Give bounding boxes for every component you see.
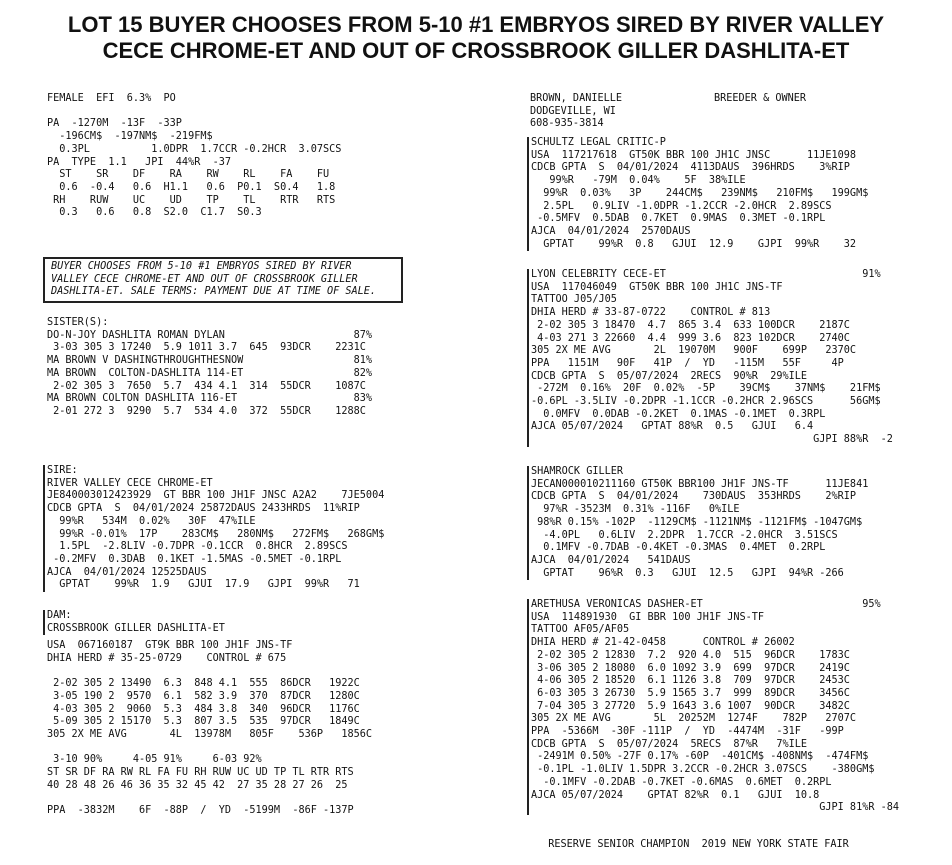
dam-line: 40 28 48 26 46 36 35 32 45 42 27 35 28 27 26 25 bbox=[47, 779, 348, 791]
dam-of-dam-line: AJCA 05/07/2024 GPTAT 82%R 0.1 GJUI 10.8 bbox=[531, 789, 820, 801]
dam-of-dam-line: 7-04 305 3 27720 5.9 1643 3.6 1007 90DCR 3482C bbox=[531, 700, 850, 712]
sire-of-sire-line: USA 117217618 GT50K BBR 100 JH1C JNSC 11JE1098 bbox=[531, 149, 857, 161]
sire-of-dam-line: CDCB GPTA S 04/01/2024 730DAUS 353HRDS 2%RIP bbox=[531, 491, 857, 503]
sisters-line: MA BROWN COLTON DASHLITA 116-ET 83% bbox=[47, 393, 373, 405]
notice-line: BUYER CHOOSES FROM 5-10 #1 EMBRYOS SIRED BY RIVER bbox=[51, 261, 352, 272]
dam-of-sire-line: -272M 0.16% 20F 0.02% -5P 39CM$ 37NM$ 21FM$ bbox=[531, 383, 881, 395]
sire-of-dam-line: AJCA 04/01/2024 541DAUS bbox=[531, 554, 691, 566]
dam-head-line: CROSSBROOK GILLER DASHLITA-ET bbox=[47, 622, 225, 634]
sire-of-dam-line: SHAMROCK GILLER bbox=[531, 466, 624, 477]
sire-of-sire-line: CDCB GPTA S 04/01/2024 4113DAUS 396HRDS 3%RIP bbox=[531, 162, 850, 174]
dam-of-sire-line: 2-02 305 3 18470 4.7 865 3.4 633 100DCR 2187C bbox=[531, 319, 850, 331]
female-info-line: ST SR DF RA RW RL FA FU bbox=[47, 169, 330, 181]
sire-of-sire-line: 99%R 0.03% 3P 244CM$ 239NM$ 210FM$ 199GM$ bbox=[531, 187, 869, 199]
dam-of-sire-line: -0.6PL -3.5LIV -0.2DPR -1.1CCR -0.2HCR 2.96SCS 56GM$ bbox=[531, 396, 881, 408]
dam-line bbox=[47, 792, 372, 805]
dam-line: 3-05 190 2 9570 6.1 582 3.9 370 87DCR 1280C bbox=[47, 690, 360, 702]
dam-of-sire-line: 4-03 271 3 22660 4.4 999 3.6 823 102DCR 2740C bbox=[531, 332, 850, 344]
dam-of-dam-line: -0.1MFV -0.2DAB -0.7KET -0.6MAS 0.6MET 0.2RPL bbox=[531, 776, 832, 788]
dam-of-sire-line: AJCA 05/07/2024 GPTAT 88%R 0.5 GJUI 6.4 bbox=[531, 421, 814, 433]
dam-of-dam-line: -0.1PL -1.0LIV 1.5DPR 3.2CCR -0.2HCR 3.07SCS -380GM$ bbox=[531, 764, 875, 776]
dam-block bbox=[47, 640, 372, 818]
owner-line: DODGEVILLE, WI bbox=[530, 105, 616, 117]
sisters-line: MA BROWN V DASHINGTHROUGHTHESNOW 81% bbox=[47, 355, 373, 367]
sire-of-sire-line: AJCA 04/01/2024 2570DAUS bbox=[531, 225, 691, 237]
sisters-line: 3-03 305 3 17240 5.9 1011 3.7 645 93DCR 2231C bbox=[47, 342, 366, 354]
sire-line: -0.2MFV 0.3DAB 0.1KET -1.5MAS -0.5MET -0.1RPL bbox=[47, 553, 342, 565]
dam-of-dam-line: 4-06 305 2 18520 6.1 1126 3.8 709 97DCR 2453C bbox=[531, 675, 850, 687]
female-info-line bbox=[47, 106, 341, 119]
dam-of-dam-line: 3-06 305 2 18080 6.0 1092 3.9 699 97DCR 2419C bbox=[531, 662, 850, 674]
female-info-line: 0.3 0.6 0.8 S2.0 C1.7 S0.3 bbox=[47, 207, 262, 219]
sire-line: RIVER VALLEY CECE CHROME-ET bbox=[47, 477, 213, 489]
sire-of-sire-line: 2.5PL 0.9LIV -1.0DPR -1.2CCR -2.0HCR 2.89SCS bbox=[531, 200, 832, 212]
dam-of-sire-line: PPA 1151M 90F 41P / YD -115M 55F 4P bbox=[531, 357, 844, 369]
dam-line bbox=[47, 742, 372, 755]
sire-of-sire-block bbox=[527, 137, 868, 251]
dam-line: PPA -3832M 6F -88P / YD -5199M -86F -137P bbox=[47, 805, 354, 817]
dam-line: 5-09 305 2 15170 5.3 807 3.5 535 97DCR 1849C bbox=[47, 716, 360, 728]
sire-of-dam-line: 97%R -3523M 0.31% -116F 0%ILE bbox=[531, 504, 740, 516]
lot-title-line-1: LOT 15 BUYER CHOOSES FROM 5-10 #1 EMBRYOS SIRED BY RIVER VALLEY bbox=[67, 12, 885, 37]
sire-line: GPTAT 99%R 1.9 GJUI 17.9 GJPI 99%R 71 bbox=[47, 579, 360, 591]
lot-title bbox=[0, 12, 952, 64]
dam-of-dam-line: 2-02 305 2 12830 7.2 920 4.0 515 96DCR 1783C bbox=[531, 649, 850, 661]
female-info-line: PA -1270M -13F -33P bbox=[47, 118, 182, 130]
sire-line: AJCA 04/01/2024 12525DAUS bbox=[47, 566, 207, 578]
sire-of-dam-line: 0.1MFV -0.7DAB -0.4KET -0.3MAS 0.4MET 0.2RPL bbox=[531, 542, 826, 554]
award-line-cut bbox=[536, 816, 896, 851]
dam-line: 305 2X ME AVG 4L 13978M 805F 536P 1856C bbox=[47, 728, 373, 740]
female-info-line: -196CM$ -197NM$ -219FM$ bbox=[47, 131, 213, 143]
dam-line: USA 067160187 GT9K BBR 100 JH1F JNS-TF bbox=[47, 640, 293, 651]
sire-of-dam-line: GPTAT 96%R 0.3 GJUI 12.5 GJPI 94%R -266 bbox=[531, 567, 844, 579]
owner-line: BROWN, DANIELLE BREEDER & OWNER bbox=[530, 93, 807, 104]
notice-line: DASHLITA-ET. SALE TERMS: PAYMENT DUE AT TIME OF SALE. bbox=[51, 286, 377, 298]
dam-of-sire-line: 305 2X ME AVG 2L 19070M 900F 699P 2370C bbox=[531, 345, 857, 357]
dam-of-dam-line: -2491M 0.50% -27F 0.17% -60P -401CM$ -408NM$ -474FM$ bbox=[531, 751, 869, 763]
dam-of-sire-line: USA 117046049 GT50K BBR 100 JH1C JNS-TF bbox=[531, 281, 783, 293]
dam-line: DHIA HERD # 35-25-0729 CONTROL # 675 bbox=[47, 652, 287, 664]
female-info-line: 0.6 -0.4 0.6 H1.1 0.6 P0.1 S0.4 1.8 bbox=[47, 181, 336, 193]
dam-of-sire-line: GJPI 88%R -2 bbox=[531, 434, 893, 446]
sisters-line: SISTER(S): bbox=[47, 317, 109, 328]
sisters-line: 2-02 305 3 7650 5.7 434 4.1 314 55DCR 1087C bbox=[47, 380, 366, 392]
female-info-line: 0.3PL 1.0DPR 1.7CCR -0.2HCR 3.07SCS bbox=[47, 143, 342, 155]
sisters-line: 2-01 272 3 9290 5.7 534 4.0 372 55DCR 1288C bbox=[47, 405, 366, 417]
dam-of-dam-line: USA 114891930 GI BBR 100 JH1F JNS-TF bbox=[531, 611, 765, 623]
female-info-line: FEMALE EFI 6.3% PO bbox=[47, 93, 176, 104]
dam-of-sire-block bbox=[527, 269, 893, 447]
sire-block bbox=[43, 465, 384, 592]
sire-line: JE840003012423929 GT BBR 100 JH1F JNSC A2A2 7JE5004 bbox=[47, 490, 385, 502]
dam-head-line: DAM: bbox=[47, 610, 72, 621]
sire-line: SIRE: bbox=[47, 465, 78, 476]
award-line: RESERVE SENIOR CHAMPION 2019 NEW YORK STATE FAIR bbox=[536, 839, 849, 851]
dam-line: 2-02 305 2 13490 6.3 848 4.1 555 86DCR 1922C bbox=[47, 678, 360, 690]
dam-of-sire-line: DHIA HERD # 33-87-0722 CONTROL # 813 bbox=[531, 307, 771, 319]
sisters-line: DO-N-JOY DASHLITA ROMAN DYLAN 87% bbox=[47, 329, 373, 341]
sire-of-dam-line: -4.0PL 0.6LIV 2.2DPR 1.7CCR -2.0HCR 3.51SCS bbox=[531, 529, 838, 541]
dam-of-sire-line: CDCB GPTA S 05/07/2024 2RECS 90%R 29%ILE bbox=[531, 370, 808, 382]
female-info-line: PA TYPE 1.1 JPI 44%R -37 bbox=[47, 156, 232, 168]
dam-line: 3-10 90% 4-05 91% 6-03 92% bbox=[47, 754, 262, 766]
dam-of-dam-line: 305 2X ME AVG 5L 20252M 1274F 782P 2707C bbox=[531, 713, 857, 725]
dam-line: 4-03 305 2 9060 5.3 484 3.8 340 96DCR 1176C bbox=[47, 703, 360, 715]
dam-header-block bbox=[43, 610, 225, 635]
sire-line: 99%R -0.01% 17P 283CM$ 280NM$ 272FM$ 268GM$ bbox=[47, 528, 385, 540]
sire-of-sire-line: -0.5MFV 0.5DAB 0.7KET 0.9MAS 0.3MET -0.1RPL bbox=[531, 213, 826, 225]
sire-of-sire-line: 99%R -79M 0.04% 5F 38%ILE bbox=[531, 175, 746, 187]
dam-of-dam-line: TATTOO AF05/AF05 bbox=[531, 624, 630, 636]
sire-of-dam-line: 98%R 0.15% -102P -1129CM$ -1121NM$ -1121FM$ -1047GM$ bbox=[531, 516, 863, 528]
dam-of-dam-line: GJPI 81%R -84 bbox=[531, 802, 900, 814]
dam-of-dam-line: CDCB GPTA S 05/07/2024 5RECS 87%R 7%ILE bbox=[531, 738, 808, 750]
dam-line bbox=[47, 665, 372, 678]
sisters-line: MA BROWN COLTON-DASHLITA 114-ET 82% bbox=[47, 367, 373, 379]
sisters-block bbox=[47, 317, 372, 419]
sire-of-sire-line: SCHULTZ LEGAL CRITIC-P bbox=[531, 137, 666, 148]
sale-notice-box bbox=[43, 257, 403, 303]
female-info-block bbox=[47, 93, 341, 220]
dam-of-sire-line: 0.0MFV 0.0DAB -0.2KET 0.1MAS -0.1MET 0.3RPL bbox=[531, 408, 826, 420]
notice-line: VALLEY CECE CHROME-ET AND OUT OF CROSSBROOK GILLER bbox=[51, 273, 358, 285]
sire-of-sire-line: GPTAT 99%R 0.8 GJUI 12.9 GJPI 99%R 32 bbox=[531, 238, 857, 250]
sire-line: 1.5PL -2.8LIV -0.7DPR -0.1CCR 0.8HCR 2.89SCS bbox=[47, 541, 348, 553]
owner-block bbox=[530, 93, 806, 131]
dam-of-sire-line: LYON CELEBRITY CECE-ET 91% bbox=[531, 269, 881, 280]
owner-line: 608-935-3814 bbox=[530, 118, 604, 130]
dam-of-sire-line: TATTOO J05/J05 bbox=[531, 294, 617, 306]
sire-line: 99%R 534M 0.02% 30F 47%ILE bbox=[47, 515, 256, 527]
sire-of-dam-line: JECAN000010211160 GT50K BBR100 JH1F JNS-TF 11JE841 bbox=[531, 478, 869, 490]
dam-of-dam-block bbox=[527, 599, 899, 815]
dam-of-dam-line: DHIA HERD # 21-42-0458 CONTROL # 26002 bbox=[531, 637, 795, 649]
sire-line: CDCB GPTA S 04/01/2024 25872DAUS 2433HRDS 11%RIP bbox=[47, 503, 360, 515]
dam-of-dam-line: ARETHUSA VERONICAS DASHER-ET 95% bbox=[531, 599, 881, 610]
dam-of-dam-line: 6-03 305 3 26730 5.9 1565 3.7 999 89DCR 3456C bbox=[531, 687, 850, 699]
sire-of-dam-block bbox=[527, 466, 868, 580]
female-info-line: RH RUW UC UD TP TL RTR RTS bbox=[47, 194, 336, 206]
dam-line: ST SR DF RA RW RL FA FU RH RUW UC UD TP TL RTR RTS bbox=[47, 767, 354, 778]
dam-of-dam-line: PPA -5366M -30F -111P / YD -4474M -31F -99P bbox=[531, 726, 844, 738]
lot-title-line-2: CECE CHROME-ET AND OUT OF CROSSBROOK GILLER DASHLITA-ET bbox=[102, 38, 850, 63]
